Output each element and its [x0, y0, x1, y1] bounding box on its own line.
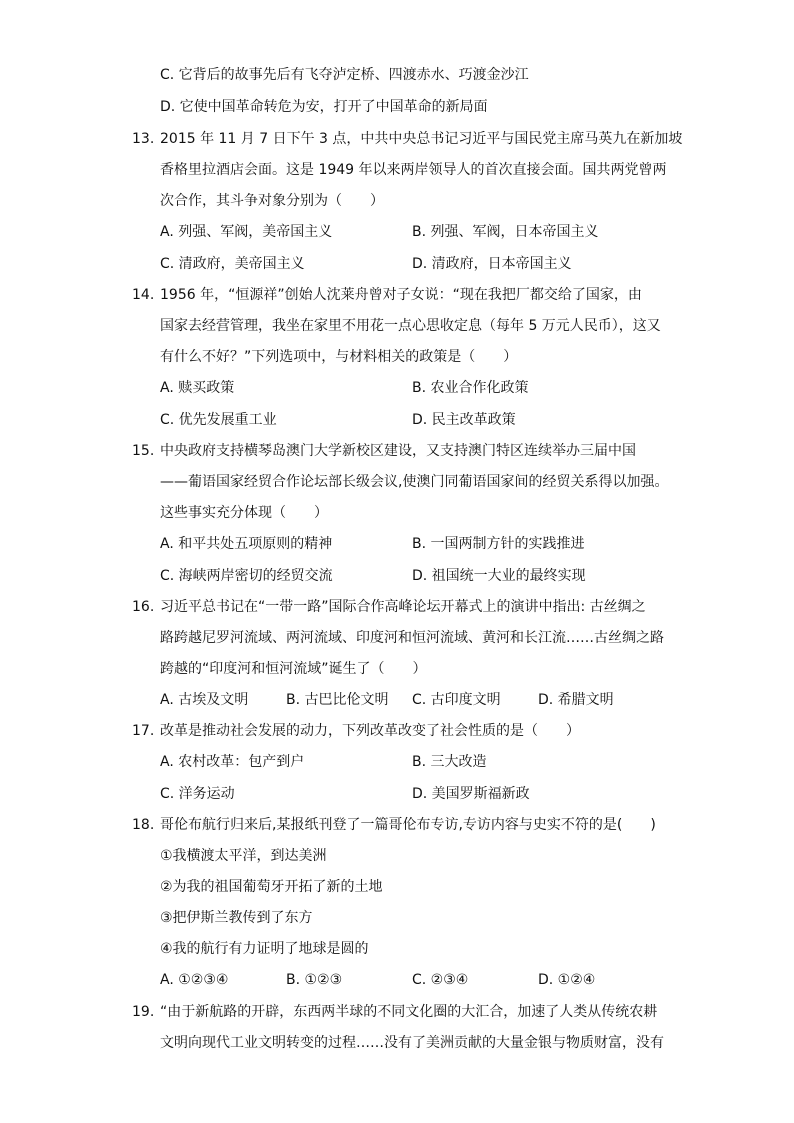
q14-stem-line: 国家去经营管理，我坐在家里不用花一点心思收定息（每年 5 万元人民币），这又 — [160, 318, 661, 334]
q19-number: 19. — [132, 1004, 155, 1020]
q18-stem-line: 哥伦布航行归来后,某报纸刊登了一篇哥伦布专访,专访内容与史实不符的是( ) — [160, 817, 656, 833]
q16-number: 16. — [132, 599, 155, 615]
q18-option-b: B. ①②③ — [286, 972, 343, 988]
q15-option-b: B. 一国两制方针的实践推进 — [412, 536, 585, 552]
q16-option-b: B. 古巴比伦文明 — [286, 692, 389, 708]
q15-option-c: C. 海峡两岸密切的经贸交流 — [160, 568, 333, 584]
q16-stem-line: 路跨越尼罗河流域、两河流域、印度河和恒河流域、黄河和长江流……古丝绸之路 — [160, 630, 664, 646]
q12-option-c: C. 它背后的故事先后有飞夺泸定桥、四渡赤水、巧渡金沙江 — [160, 67, 529, 83]
q15-stem-line: 这些事实充分体现（ ） — [160, 505, 328, 521]
q18-number: 18. — [132, 817, 155, 833]
q19-stem-line: “由于新航路的开辟，东西两半球的不同文化圈的大汇合，加速了人类从传统农耕 — [160, 1004, 658, 1020]
q16-option-a: A. 古埃及文明 — [160, 692, 249, 708]
q14-number: 14. — [132, 287, 155, 303]
q14-stem-line: 1956 年，“恒源祥”创始人沈莱舟曾对子女说：“现在我把厂都交给了国家，由 — [160, 287, 642, 303]
q16-stem-line: 习近平总书记在“一带一路”国际合作高峰论坛开幕式上的演讲中指出: 古丝绸之 — [160, 599, 646, 615]
q13-stem-line: 2015 年 11 月 7 日下午 3 点，中共中央总书记习近平与国民党主席马英九在新加坡 — [160, 131, 683, 147]
q16-option-d: D. 希腊文明 — [538, 692, 614, 708]
q13-stem-line: 香格里拉酒店会面。这是 1949 年以来两岸领导人的首次直接会面。国共两党曾两 — [160, 162, 667, 178]
q13-option-c: C. 清政府，美帝国主义 — [160, 256, 305, 272]
q13-option-d: D. 清政府，日本帝国主义 — [412, 256, 572, 272]
q14-option-c: C. 优先发展重工业 — [160, 412, 277, 428]
q14-option-b: B. 农业合作化政策 — [412, 380, 529, 396]
q17-option-b: B. 三大改造 — [412, 754, 487, 770]
q16-stem-line: 跨越的“印度河和恒河流域”诞生了（ ） — [160, 661, 427, 677]
q17-stem-line: 改革是推动社会发展的动力，下列改革改变了社会性质的是（ ） — [160, 723, 580, 739]
q15-number: 15. — [132, 443, 155, 459]
q18-statement-2: ②为我的祖国葡萄牙开拓了新的土地 — [160, 879, 383, 895]
q18-statement-3: ③把伊斯兰教传到了东方 — [160, 910, 313, 926]
q15-option-d: D. 祖国统一大业的最终实现 — [412, 568, 586, 584]
q15-stem-line: ——葡语国家经贸合作论坛部长级会议,使澳门同葡语国家间的经贸关系得以加强。 — [160, 474, 669, 490]
q18-option-d: D. ①②④ — [538, 972, 596, 988]
q15-stem-line: 中央政府支持横琴岛澳门大学新校区建设，又支持澳门特区连续举办三届中国 — [160, 443, 636, 459]
q16-option-c: C. 古印度文明 — [412, 692, 501, 708]
q18-statement-1: ①我横渡太平洋，到达美洲 — [160, 848, 327, 864]
q17-option-a: A. 农村改革：包产到户 — [160, 754, 305, 770]
q13-stem-line: 次合作，其斗争对象分别为（ ） — [160, 193, 384, 209]
q18-option-c: C. ②③④ — [412, 972, 469, 988]
q14-option-d: D. 民主改革政策 — [412, 412, 516, 428]
q17-option-c: C. 洋务运动 — [160, 786, 235, 802]
q19-stem-line: 文明向现代工业文明转变的过程……没有了美洲贡献的大量金银与物质财富，没有 — [160, 1035, 664, 1051]
q17-number: 17. — [132, 723, 155, 739]
q14-option-a: A. 赎买政策 — [160, 380, 235, 396]
q18-statement-4: ④我的航行有力证明了地球是圆的 — [160, 941, 369, 957]
q14-stem-line: 有什么不好？”下列选项中，与材料相关的政策是（ ） — [160, 349, 518, 365]
q17-option-d: D. 美国罗斯福新政 — [412, 786, 530, 802]
q13-number: 13. — [132, 131, 155, 147]
q13-option-b: B. 列强、军阀，日本帝国主义 — [412, 224, 599, 240]
q13-option-a: A. 列强、军阀，美帝国主义 — [160, 224, 333, 240]
q18-option-a: A. ①②③④ — [160, 972, 229, 988]
q15-option-a: A. 和平共处五项原则的精神 — [160, 536, 333, 552]
q12-option-d: D. 它使中国革命转危为安，打开了中国革命的新局面 — [160, 99, 488, 115]
